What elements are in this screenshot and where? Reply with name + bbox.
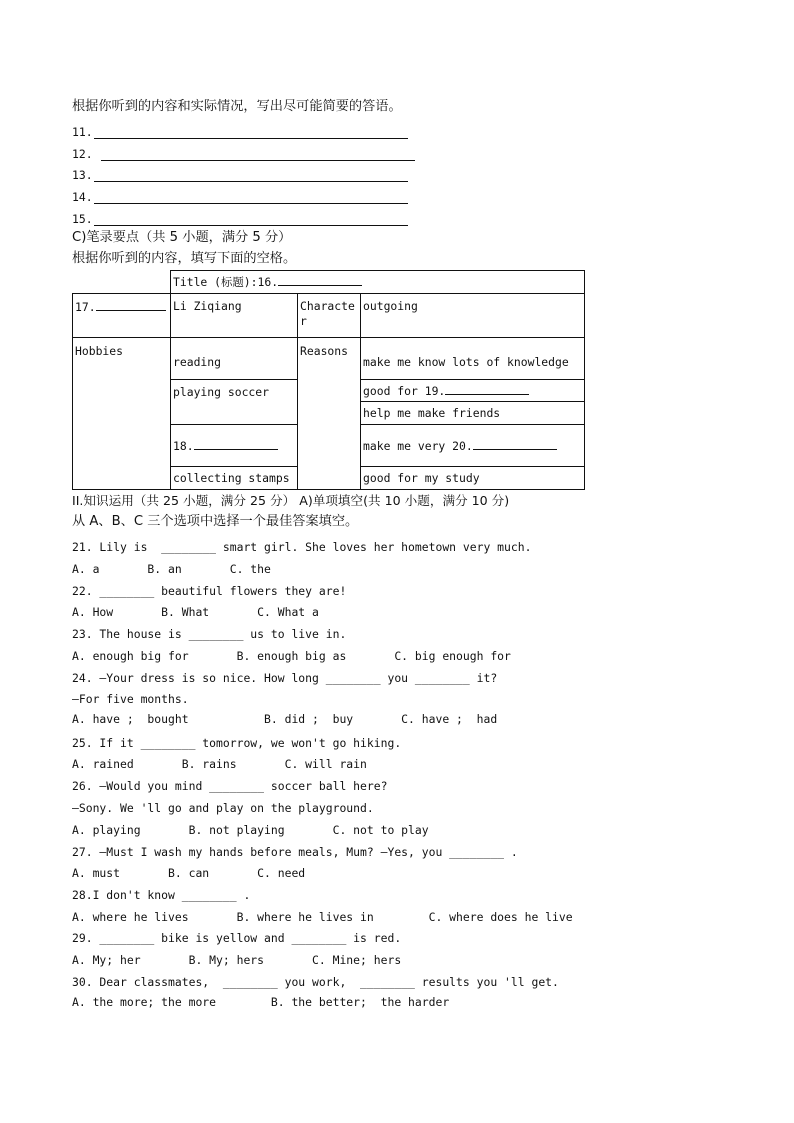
hobby-18-cell <box>171 425 298 467</box>
question-29: 29. ________ bike is yellow and ________ is red. <box>72 931 402 945</box>
reason-20-label: make me very 20. <box>363 438 473 453</box>
question-24-reply: —For five months. <box>72 692 189 706</box>
character-label: Characte r <box>298 294 361 338</box>
q17-cell <box>73 294 171 338</box>
blank-16[interactable] <box>278 274 362 286</box>
answer-item-13: 13. <box>72 168 93 182</box>
options-22: A. How B. What C. What a <box>72 605 319 619</box>
reason-study: good for my study <box>361 467 585 490</box>
answer-line-12 <box>101 160 415 161</box>
answer-item-14: 14. <box>72 190 93 204</box>
options-26: A. playing B. not playing C. not to play <box>72 823 429 837</box>
hobby-stamps: collecting stamps <box>171 467 298 490</box>
options-24: A. have ; bought B. did ; buy C. have ; had <box>72 712 498 726</box>
options-21: A. a B. an C. the <box>72 562 271 576</box>
reason-friends: help me make friends <box>361 402 585 425</box>
blank-19[interactable] <box>445 383 529 395</box>
answer-line-14 <box>94 203 408 204</box>
question-22: 22. ________ beautiful flowers they are! <box>72 584 347 598</box>
question-28: 28.I don't know ________ . <box>72 888 251 902</box>
hobby-reading: reading <box>171 338 298 380</box>
answer-line-13 <box>94 181 408 182</box>
options-23: A. enough big for B. enough big as C. big enough for <box>72 649 511 663</box>
reason-20-cell <box>361 425 585 467</box>
section-ii-title: II.知识运用（共 25 小题，满分 25 分） A)单项填空(共 10 小题，满分 10 分) <box>72 493 510 508</box>
section-c-instruction: 根据你听到的内容，填写下面的空格。 <box>72 251 297 266</box>
notes-table <box>72 270 585 490</box>
blank-18[interactable] <box>194 438 278 450</box>
options-25: A. rained B. rains C. will rain <box>72 757 367 771</box>
title-label: Title (标题):16. <box>173 275 279 289</box>
table-corner-cell <box>73 271 171 294</box>
blank-17[interactable] <box>96 299 166 311</box>
hobbies-label: Hobbies <box>73 338 171 490</box>
name-cell: Li Ziqiang <box>171 294 298 338</box>
question-26-reply: —Sony. We 'll go and play on the playground. <box>72 801 374 815</box>
reason-knowledge: make me know lots of knowledge <box>361 338 585 380</box>
q17-label: 17. <box>75 300 96 314</box>
table-title-cell <box>171 271 585 294</box>
question-23: 23. The house is ________ us to live in. <box>72 627 347 641</box>
reasons-label: Reasons <box>298 338 361 490</box>
answer-line-15 <box>94 225 408 226</box>
answer-item-15: 15. <box>72 212 93 226</box>
section-c-title: C)笔录要点（共 5 小题，满分 5 分） <box>72 230 292 245</box>
question-24: 24. —Your dress is so nice. How long ________ you ________ it? <box>72 671 498 685</box>
answer-item-11: 11. <box>72 125 93 139</box>
character-value: outgoing <box>361 294 585 338</box>
options-29: A. My; her B. My; hers C. Mine; hers <box>72 953 402 967</box>
question-30: 30. Dear classmates, ________ you work, ________ results you 'll get. <box>72 975 559 989</box>
options-27: A. must B. can C. need <box>72 866 306 880</box>
question-21: 21. Lily is ________ smart girl. She loves her hometown very much. <box>72 540 532 554</box>
options-30: A. the more; the more B. the better; the harder <box>72 995 450 1009</box>
section-ii-instruction: 从 A、B、C 三个选项中选择一个最佳答案填空。 <box>72 514 359 529</box>
hobby-18-label: 18. <box>173 438 194 453</box>
reason-19-cell <box>361 380 585 402</box>
answer-item-12: 12. <box>72 147 93 161</box>
hobby-soccer: playing soccer <box>171 380 298 425</box>
reason-19-label: good for 19. <box>363 383 446 398</box>
question-25: 25. If it ________ tomorrow, we won't go hiking. <box>72 736 402 750</box>
question-26: 26. —Would you mind ________ soccer ball here? <box>72 779 388 793</box>
question-27: 27. —Must I wash my hands before meals, Mum? —Yes, you ________ . <box>72 845 518 859</box>
options-28: A. where he lives B. where he lives in C. where does he live <box>72 910 573 924</box>
blank-20[interactable] <box>473 438 557 450</box>
answer-line-11 <box>94 138 408 139</box>
section-b-instruction: 根据你听到的内容和实际情况，写出尽可能简要的答语。 <box>72 99 402 114</box>
